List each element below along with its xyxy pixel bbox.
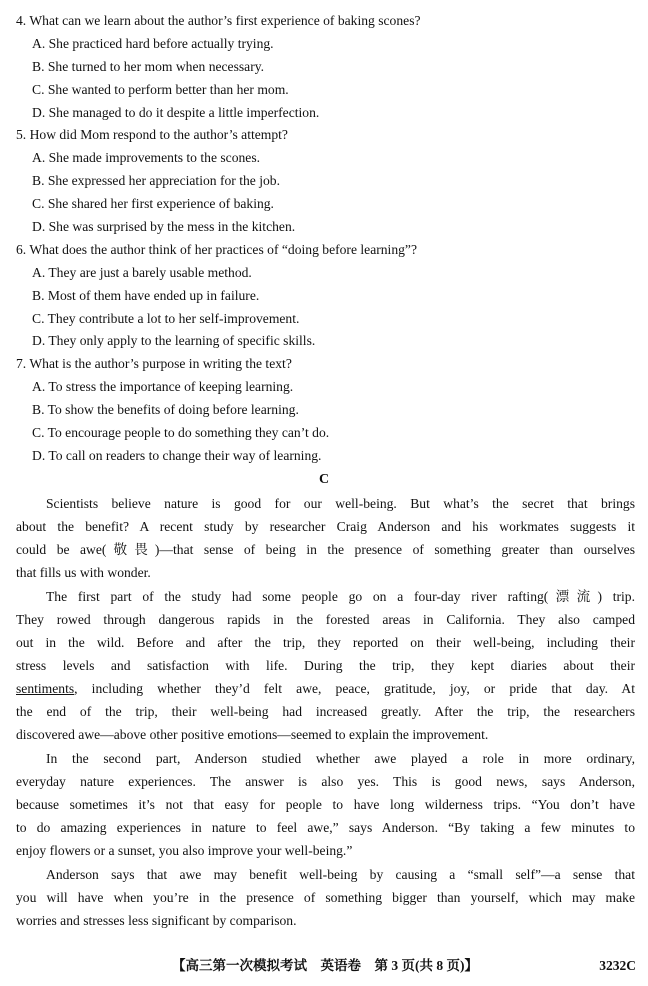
passage-line: because sometimes it’s not that easy for people to have long wilderness trips. “You don’t have xyxy=(16,797,635,812)
paragraph-1 xyxy=(16,492,635,584)
question-stem: 4. What can we learn about the author’s first experience of baking scones? xyxy=(16,13,421,28)
option-b: B. She turned to her mom when necessary. xyxy=(32,58,265,74)
option-a: A. She made improvements to the scones. xyxy=(32,150,261,166)
passage-line: worries and stresses less significant by comparison. xyxy=(16,913,297,928)
option-a: A. To stress the importance of keeping learning. xyxy=(32,379,294,395)
passage-line: stress levels and satisfaction with life. During the trip, they kept diaries about their xyxy=(16,658,635,673)
reading-passage xyxy=(16,492,635,933)
question-stem: 6. What does the author think of her practices of “doing before learning”? xyxy=(16,241,417,257)
passage-line xyxy=(16,677,635,700)
question-5 xyxy=(16,124,636,238)
option-c: C. She wanted to perform better than her mom. xyxy=(32,81,289,97)
paragraph-3 xyxy=(16,747,635,862)
passage-line: the end of the trip, their well-being had increased greatly. After the trip, the researchers xyxy=(16,704,635,719)
option-a: A. They are just a barely usable method. xyxy=(32,264,252,280)
option-b: B. She expressed her appreciation for the job. xyxy=(32,173,281,189)
underlined-word: sentiments xyxy=(16,681,75,696)
passage-line: Scientists believe nature is good for our well-being. But what’s the secret that brings xyxy=(46,496,635,511)
passage-line: out in the wild. Before and after the trip, they reported on their well-being, including their xyxy=(16,635,635,650)
option-c: C. They contribute a lot to her self-improvement. xyxy=(32,310,300,326)
question-stem: 5. How did Mom respond to the author’s attempt? xyxy=(16,127,288,143)
option-d: D. To call on readers to change their way of learning. xyxy=(32,447,322,463)
option-d: D. They only apply to the learning of specific skills. xyxy=(32,333,316,349)
exam-info: 【高三第一次模拟考试 英语卷 第 3 页(共 8 页)】 xyxy=(172,958,478,973)
option-a: A. She practiced hard before actually trying. xyxy=(32,35,274,51)
passage-line: enjoy flowers or a sunset, you also improve your well-being.” xyxy=(16,843,353,858)
option-d: D. She managed to do it despite a little imperfection. xyxy=(32,104,320,120)
passage-line: everyday nature experiences. The answer is also yes. This is good news, says Anderson, xyxy=(16,774,635,789)
question-stem: 7. What is the author’s purpose in writing the text? xyxy=(16,356,292,372)
page-footer xyxy=(0,956,648,976)
passage-line: could be awe(敬畏)—that sense of being in the presence of something greater than ourselves xyxy=(16,542,635,557)
question-6 xyxy=(16,239,636,353)
question-4 xyxy=(16,10,636,124)
option-d: D. She was surprised by the mess in the kitchen. xyxy=(32,219,296,235)
paper-code: 3232C xyxy=(599,958,636,973)
passage-line: discovered awe—above other positive emotions—seemed to explain the improvement. xyxy=(16,727,489,742)
section-heading: C xyxy=(318,472,330,487)
line-text: , including whether they’d felt awe, peace, gratitude, joy, or pride that day. At xyxy=(74,681,635,696)
option-c: C. She shared her first experience of baking. xyxy=(32,196,274,212)
paragraph-4 xyxy=(16,863,635,932)
passage-line: In the second part, Anderson studied whether awe played a role in more ordinary, xyxy=(46,751,635,766)
passage-line: you will have when you’re in the presence of something bigger than yourself, which may make xyxy=(16,890,635,905)
passage-line: about the benefit? A recent study by researcher Craig Anderson and his workmates suggests it xyxy=(16,519,635,534)
paragraph-2 xyxy=(16,585,635,746)
question-list xyxy=(16,10,636,468)
option-c: C. To encourage people to do something they can’t do. xyxy=(32,425,330,441)
option-b: B. Most of them have ended up in failure. xyxy=(32,287,260,303)
question-7 xyxy=(16,353,636,467)
option-b: B. To show the benefits of doing before learning. xyxy=(32,402,299,418)
passage-line: that fills us with wonder. xyxy=(16,565,151,580)
passage-line: to do amazing experiences in nature to feel awe,” says Anderson. “By taking a few minutes to xyxy=(16,820,635,835)
passage-line: They rowed through dangerous rapids in the forested areas in California. They also camped xyxy=(16,612,635,627)
passage-line: The first part of the study had some people go on a four-day river rafting(漂流) trip. xyxy=(46,589,635,604)
passage-line: Anderson says that awe may benefit well-being by causing a “small self”—a sense that xyxy=(46,867,635,882)
